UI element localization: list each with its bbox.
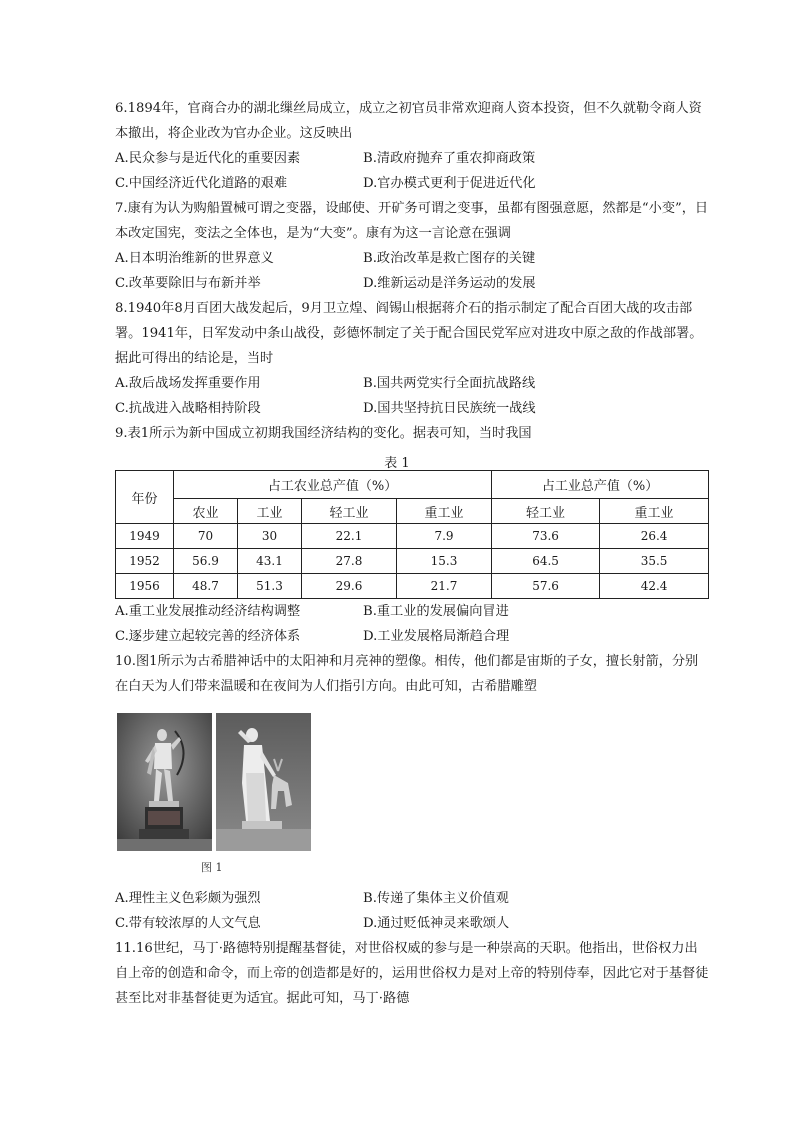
option-6c[interactable]: C.中国经济近代化道路的艰难 (115, 176, 288, 191)
header-year: 年份 (116, 471, 174, 524)
figure-caption: 图 1 (201, 861, 223, 874)
option-6a[interactable]: A.民众参与是近代化的重要因素 (115, 151, 301, 166)
table-row (116, 524, 709, 549)
option-9a[interactable]: A.重工业发展推动经济结构调整 (115, 604, 301, 619)
cell-value: 21.7 (397, 574, 492, 599)
cell-year: 1952 (116, 549, 174, 574)
cell-value: 64.5 (492, 549, 600, 574)
subheader-agriculture: 农业 (174, 499, 238, 524)
option-7a[interactable]: A.日本明治维新的世界意义 (115, 251, 274, 266)
option-9d[interactable]: D.工业发展格局渐趋合理 (363, 629, 510, 644)
question-11-stem: 11.16世纪，马丁·路德特别提醒基督徒，对世俗权威的参与是一种崇高的天职。他指出，世俗权力出自上帝的创造和命令，而上帝的创造都是好的，运用世俗权力是对上帝的特别侍奉，因此它对于基督徒甚至比对非基督徒更为适宜。据此可知，马丁·路德 (115, 941, 709, 1006)
option-9c[interactable]: C.逐步建立起较完善的经济体系 (115, 629, 301, 644)
option-9b[interactable]: B.重工业的发展偏向冒进 (363, 604, 509, 619)
option-8a[interactable]: A.敌后战场发挥重要作用 (115, 376, 261, 391)
option-6b[interactable]: B.清政府抛弃了重农抑商政策 (363, 151, 536, 166)
subheader-light-industry-2: 轻工业 (492, 499, 600, 524)
table-row (116, 574, 709, 599)
option-10a[interactable]: A.理性主义色彩颇为强烈 (115, 891, 261, 906)
cell-year: 1949 (116, 524, 174, 549)
table-caption: 表 1 (384, 456, 410, 471)
option-8d[interactable]: D.国共坚持抗日民族统一战线 (363, 401, 536, 416)
cell-value: 30 (238, 524, 302, 549)
option-10b[interactable]: B.传递了集体主义价值观 (363, 891, 509, 906)
cell-value: 29.6 (302, 574, 397, 599)
cell-value: 15.3 (397, 549, 492, 574)
cell-value: 51.3 (238, 574, 302, 599)
option-8c[interactable]: C.抗战进入战略相持阶段 (115, 401, 261, 416)
cell-year: 1956 (116, 574, 174, 599)
cell-value: 70 (174, 524, 238, 549)
option-7b[interactable]: B.政治改革是救亡图存的关键 (363, 251, 536, 266)
cell-value: 27.8 (302, 549, 397, 574)
subheader-heavy-industry: 重工业 (397, 499, 492, 524)
question-8-stem: 8.1940年8月百团大战发起后，9月卫立煌、阎锡山根据蒋介石的指示制定了配合百团大战的攻击部署。1941年，日军发动中条山战役，彭德怀制定了关于配合国民党军应对进攻中原之敌的作战部署。据此可得出的结论是，当时 (115, 301, 703, 366)
cell-value: 56.9 (174, 549, 238, 574)
header-industry-share: 占工业总产值（%） (492, 471, 709, 499)
cell-value: 7.9 (397, 524, 492, 549)
option-10c[interactable]: C.带有较浓厚的人文气息 (115, 916, 261, 931)
table-row (116, 549, 709, 574)
option-6d[interactable]: D.官办模式更利于促进近代化 (363, 176, 536, 191)
cell-value: 26.4 (600, 524, 709, 549)
question-6-options (115, 146, 709, 196)
option-7d[interactable]: D.维新运动是洋务运动的发展 (363, 276, 536, 291)
header-agri-industry-share: 占工农业总产值（%） (174, 471, 492, 499)
cell-value: 42.4 (600, 574, 709, 599)
option-8b[interactable]: B.国共两党实行全面抗战路线 (363, 376, 536, 391)
economy-table (115, 470, 709, 599)
question-6-stem: 6.1894年，官商合办的湖北缫丝局成立，成立之初官员非常欢迎商人资本投资，但不久就勒令商人资本撤出，将企业改为官办企业。这反映出 (115, 101, 702, 141)
subheader-industry: 工业 (238, 499, 302, 524)
question-7-stem: 7.康有为认为购船置械可谓之变器，设邮使、开矿务可谓之变事，虽都有图强意愿，然都是“小变”，日本改定国宪，变法之全体也，是为“大变”。康有为这一言论意在强调 (115, 201, 709, 241)
cell-value: 35.5 (600, 549, 709, 574)
question-7-options (115, 246, 709, 296)
cell-value: 57.6 (492, 574, 600, 599)
question-10-stem: 10.图1所示为古希腊神话中的太阳神和月亮神的塑像。相传，他们都是宙斯的子女，擅长射箭，分别在白天为人们带来温暖和在夜间为人们指引方向。由此可知，古希腊雕塑 (115, 654, 699, 694)
artemis-statue-photo (216, 713, 311, 851)
cell-value: 48.7 (174, 574, 238, 599)
question-9-stem: 9.表1所示为新中国成立初期我国经济结构的变化。据表可知，当时我国 (115, 426, 532, 441)
cell-value: 73.6 (492, 524, 600, 549)
cell-value: 22.1 (302, 524, 397, 549)
option-10d[interactable]: D.通过贬低神灵来歌颂人 (363, 916, 510, 931)
statues-figure (117, 713, 311, 851)
subheader-heavy-industry-2: 重工业 (600, 499, 709, 524)
question-9-options (115, 599, 709, 649)
apollo-statue-photo (117, 713, 212, 851)
question-10-options (115, 886, 709, 936)
question-8-options (115, 371, 709, 421)
option-7c[interactable]: C.改革要除旧与布新并举 (115, 276, 261, 291)
subheader-light-industry: 轻工业 (302, 499, 397, 524)
cell-value: 43.1 (238, 549, 302, 574)
